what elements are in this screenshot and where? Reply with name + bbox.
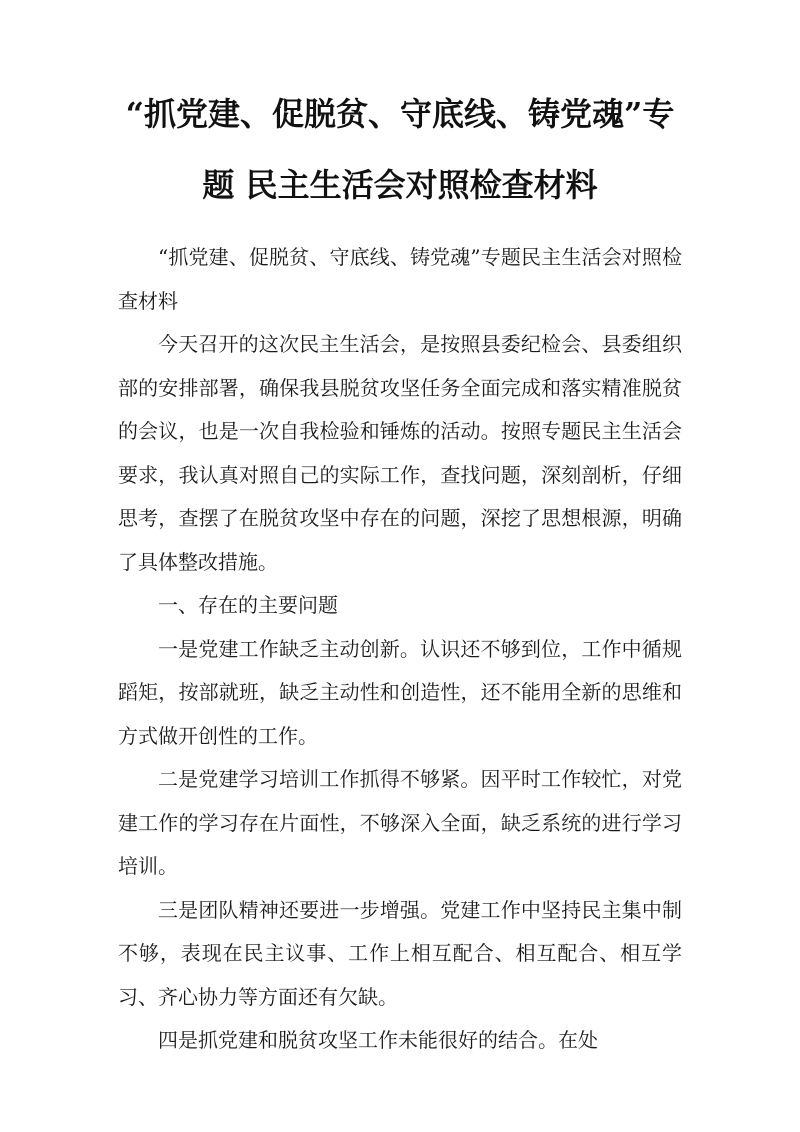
document-title-line-2: 题 民主生活会对照检查材料 — [202, 166, 598, 204]
section-heading-main-problems: 一、存在的主要问题 — [158, 593, 338, 617]
paragraph-subtitle: “抓党建、促脱贫、守底线、铸党魂”专题民主生活会对照检查材料 — [118, 245, 682, 313]
paragraph-problem-3: 三是团队精神还要进一步增强。党建工作中坚持民主集中制不够，表现在民主议事、工作上相互配合、相互配合、相互学习、齐心协力等方面还有欠缺。 — [118, 897, 682, 1009]
paragraph-problem-1: 一是党建工作缺乏主动创新。认识还不够到位，工作中循规蹈矩，按部就班，缺乏主动性和创造性，还不能用全新的思维和方式做开创性的工作。 — [118, 636, 682, 748]
paragraph-problem-4: 四是抓党建和脱贫攻坚工作未能很好的结合。在处 — [158, 1028, 598, 1052]
document-title-line-1: “抓党建、促脱贫、守底线、铸党魂”专 — [125, 95, 675, 133]
paragraph-problem-2: 二是党建学习培训工作抓得不够紧。因平时工作较忙，对党建工作的学习存在片面性，不够深入全面，缺乏系统的进行学习培训。 — [118, 767, 682, 878]
document-body — [118, 236, 682, 1063]
paragraph-intro: 今天召开的这次民主生活会，是按照县委纪检会、县委组织部的安排部署，确保我县脱贫攻坚任务全面完成和落实精准脱贫的会议，也是一次自我检验和锤炼的活动。按照专题民主生活会要求，我认真对照自己的实际工作，查找问题，深刻剖析，仔细思考，查摆了在脱贫攻坚中存在的问题，深挖了思想根源，明确了具体整改措施。 — [118, 332, 682, 574]
